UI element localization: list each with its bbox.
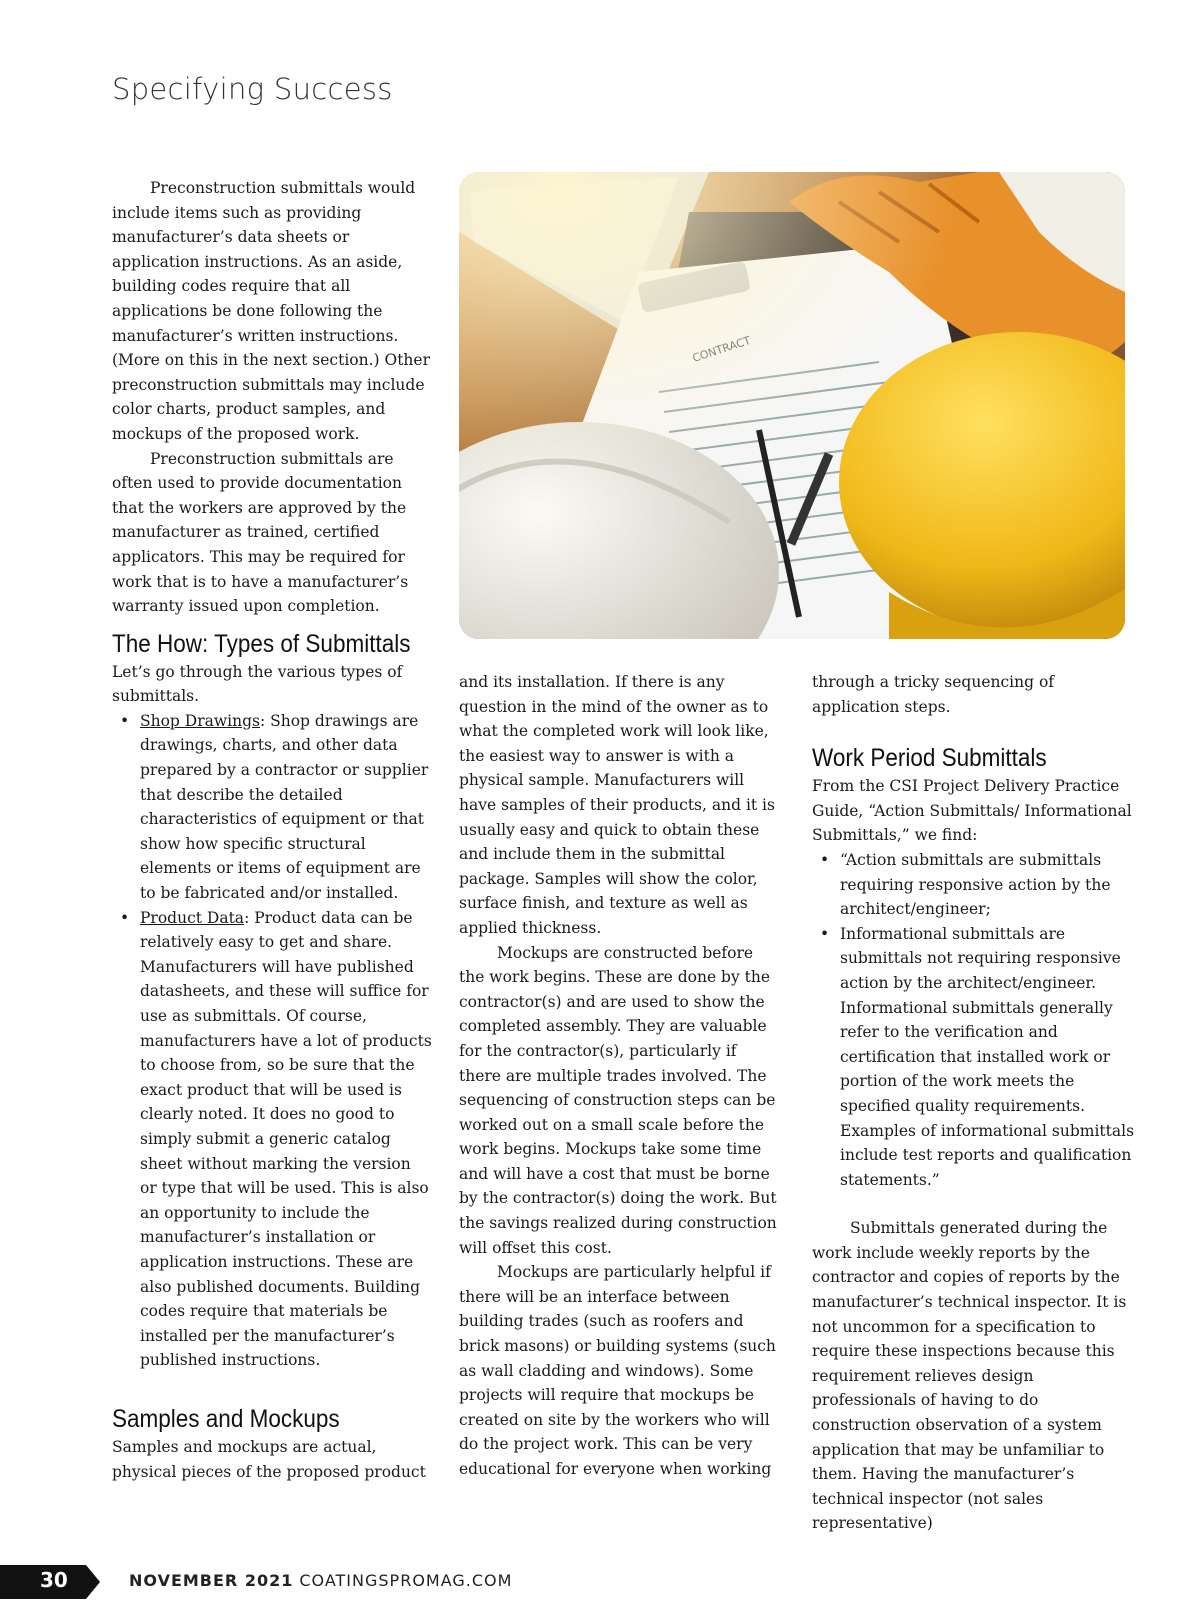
list-item: • “Action submittals are submittals requiring responsive action by the architect/engineer; <box>812 848 1138 922</box>
column-1 <box>112 176 432 1484</box>
paragraph: Let’s go through the various types of submittals. <box>112 662 403 706</box>
term-product-data: Product Data <box>140 908 245 927</box>
footer-issue: NOVEMBER 2021 <box>129 1571 294 1590</box>
paragraph: Mockups are constructed before the work begins. These are done by the contractor(s) and are used to show the completed assembly. They are valuable for the contractor(s), particularly if there are multiple trades involved. The sequencing of construction steps can be worked out on a small scale before the work begins. Mockups take some time and will have a cost that must be borne by the contractor(s) doing the work. But the savings realized during construction will offset this cost. <box>459 943 777 1257</box>
bullet-list <box>112 709 432 1373</box>
paragraph: Preconstruction submittals would include items such as providing manufacturer’s data sheets or application instructions. As an aside, building codes require that all applications be done following the manufacturer’s written instructions. (More on this in the next section.) Other preconstruction submittals may include color charts, product samples, and mockups of the proposed work. <box>112 179 430 443</box>
page-number: 30 <box>40 1568 68 1592</box>
paragraph: Submittals generated during the work include weekly reports by the contractor and copies of reports by the manufacturer’s technical inspector. It is not uncommon for a specification to require these inspections because this requirement relieves design professionals of having to do construction observation of a system application that may be unfamiliar to them. Having the manufacturer’s technical inspector (not sales representative) <box>812 1219 1127 1533</box>
subheading-types-of-submittals: The How: Types of Submittals <box>112 629 411 658</box>
paragraph: through a tricky sequencing of application steps. <box>812 673 1055 716</box>
bullet-list <box>812 848 1138 1192</box>
list-item: • Informational submittals are submittals not requiring responsive action by the architect/engineer. Informational submittals generally refer to the verification and certification that installed work or portion of the work meets the specified quality requirements. Examples of informational submittals include test reports and qualification statements.” <box>812 922 1138 1193</box>
paragraph: Preconstruction submittals are often used to provide documentation that the workers are approved by the manufacturer as trained, certified applicators. This may be required for work that is to have a manufacturer’s warranty issued upon completion. <box>112 449 409 616</box>
column-3 <box>812 670 1138 1536</box>
list-item-text: : Shop drawings are drawings, charts, and other data prepared by a contractor or supplier that describe the detailed characteristics of equipment or that show how specific structural elements or items of equipment are to be fabricated and/or installed. <box>140 711 429 903</box>
paragraph: Mockups are particularly helpful if there will be an interface between building trades (such as roofers and brick masons) or building systems (such as wall cladding and windows). Some projects will require that mockups be created on site by the workers who will do the project work. This can be very educational for everyone when working <box>459 1263 776 1478</box>
list-item <box>112 709 432 906</box>
list-item <box>112 906 432 1373</box>
paragraph: From the CSI Project Delivery Practice Guide, “Action Submittals/ Informational Submittals,” we find: <box>812 777 1132 845</box>
footer-issue-line <box>129 1571 512 1590</box>
paragraph: Samples and mockups are actual, physical pieces of the proposed product <box>112 1437 426 1481</box>
photo-illustration <box>459 172 1125 639</box>
photo-contract-hardhats <box>459 172 1125 639</box>
paragraph: and its installation. If there is any question in the mind of the owner as to what the completed work will look like, the easiest way to answer is with a physical sample. Manufacturers will have samples of their products, and it is usually easy and quick to obtain these and include them in the submittal package. Samples will show the color, surface finish, and texture as well as applied thickness. <box>459 673 775 937</box>
footer-site: COATINGSPROMAG.COM <box>299 1571 513 1590</box>
term-shop-drawings: Shop Drawings <box>140 711 260 730</box>
section-title: Specifying Success <box>112 72 393 106</box>
list-item-text: : Product data can be relatively easy to get and share. Manufacturers will have published datasheets, and these will suffice for use as submittals. Of course, manufacturers have a lot of products to choose from, so be sure that the exact product that will be used is clearly noted. It does no good to simply submit a generic catalog sheet without marking the version or type that will be used. This is also an opportunity to include the manufacturer’s installation or application instructions. These are also published documents. Building codes require that materials be installed per the manufacturer’s published instructions. <box>140 908 432 1370</box>
subheading-samples-and-mockups: Samples and Mockups <box>112 1404 340 1433</box>
column-2 <box>459 670 781 1482</box>
subheading-work-period-submittals: Work Period Submittals <box>812 744 1047 773</box>
